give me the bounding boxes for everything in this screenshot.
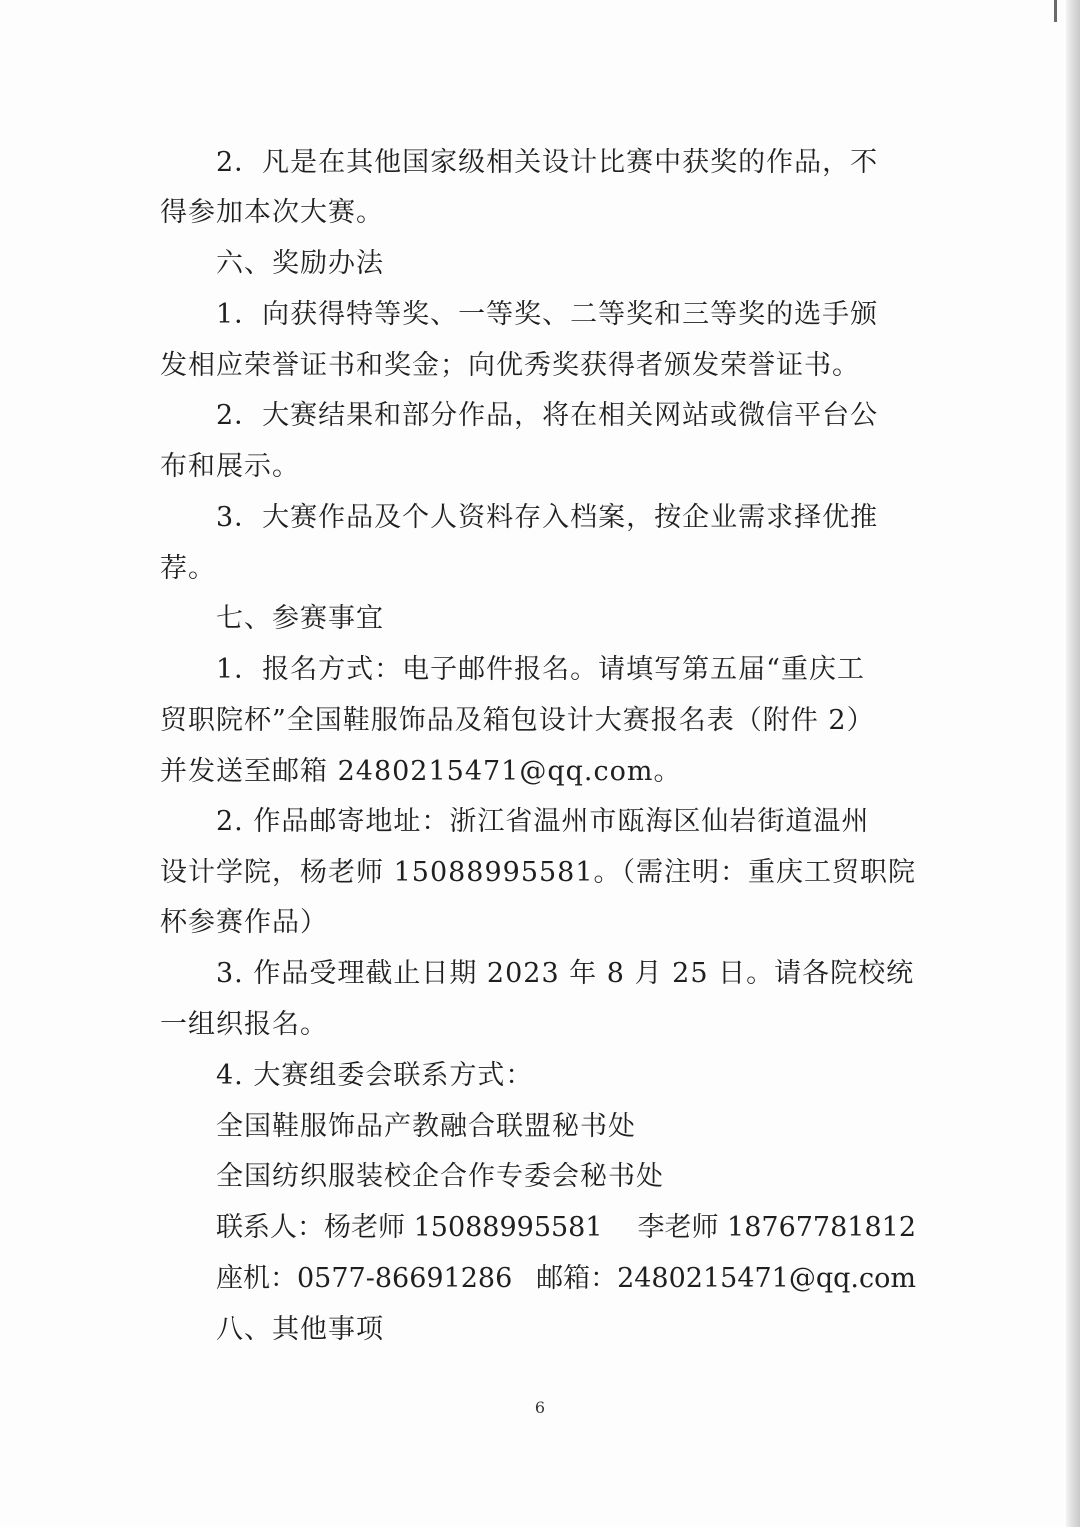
paragraph-line: 荐。 — [160, 553, 216, 584]
paragraph-line: 贸职院杯”全国鞋服饰品及箱包设计大赛报名表（附件 2） — [160, 705, 875, 736]
paragraph-line: 得参加本次大赛。 — [160, 197, 384, 228]
paragraph-line: 2．凡是在其他国家级相关设计比赛中获奖的作品，不 — [216, 147, 879, 178]
paragraph-line: 一组织报名。 — [160, 1009, 328, 1040]
paragraph-line: 3. 作品受理截止日期 2023 年 8 月 25 日。请各院校统 — [216, 958, 915, 989]
paragraph-line: 杯参赛作品） — [160, 907, 328, 938]
contact-phone-email-row — [216, 1261, 916, 1297]
contact-person-yang: 联系人：杨老师 15088995581 — [216, 1212, 603, 1243]
paragraph-line: 3．大赛作品及个人资料存入档案，按企业需求择优推 — [216, 502, 879, 533]
paragraph-line: 布和展示。 — [160, 451, 300, 482]
scan-edge-shadow — [1066, 0, 1080, 1527]
paragraph-line: 并发送至邮箱 2480215471@qq.com。 — [160, 756, 682, 787]
scan-edge-mark — [1054, 0, 1057, 22]
section-heading-rewards: 六、奖励办法 — [216, 248, 384, 279]
paragraph-line: 2．大赛结果和部分作品，将在相关网站或微信平台公 — [216, 400, 879, 431]
paragraph-line: 发相应荣誉证书和奖金；向优秀奖获得者颁发荣誉证书。 — [160, 350, 860, 381]
contact-person-li: 李老师 18767781812 — [637, 1212, 916, 1243]
paragraph-line: 4. 大赛组委会联系方式： — [216, 1060, 534, 1091]
email-address: 邮箱：2480215471@qq.com — [536, 1263, 916, 1294]
paragraph-line: 2. 作品邮寄地址：浙江省温州市瓯海区仙岩街道温州 — [216, 806, 870, 837]
page-number: 6 — [534, 1398, 546, 1417]
paragraph-line: 设计学院，杨老师 15088995581。（需注明：重庆工贸职院 — [160, 857, 917, 888]
contact-persons-row — [216, 1210, 916, 1246]
landline-number: 座机：0577-86691286 — [216, 1263, 513, 1294]
contact-org-line: 全国纺织服装校企合作专委会秘书处 — [216, 1161, 664, 1192]
section-heading-entry: 七、参赛事宜 — [216, 603, 384, 634]
paragraph-line: 1．报名方式：电子邮件报名。请填写第五届“重庆工 — [216, 654, 865, 685]
contact-org-line: 全国鞋服饰品产教融合联盟秘书处 — [216, 1111, 636, 1142]
section-heading-other: 八、其他事项 — [216, 1314, 384, 1345]
paragraph-line: 1．向获得特等奖、一等奖、二等奖和三等奖的选手颁 — [216, 299, 879, 330]
